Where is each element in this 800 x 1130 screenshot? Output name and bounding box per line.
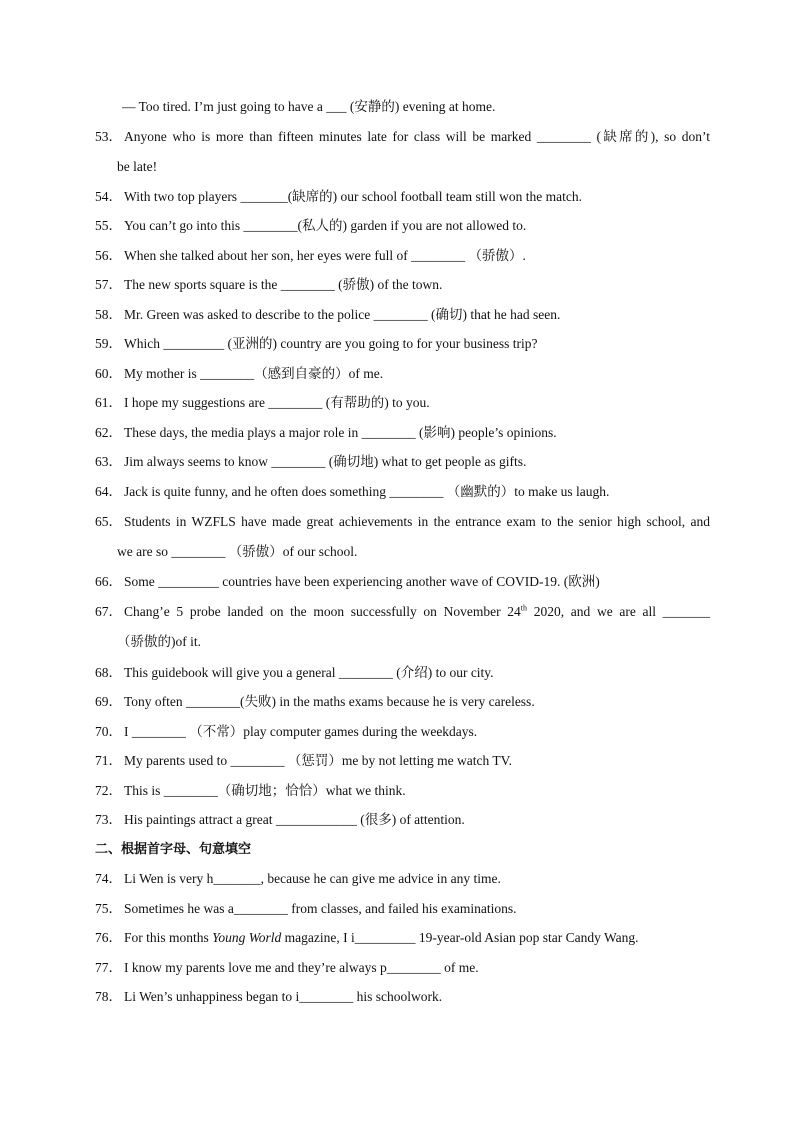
question-58 (95, 306, 710, 324)
question-text: Chang’e 5 probe landed on the moon successfully on November 24 (124, 604, 521, 619)
question-text: Sometimes he was a________ from classes, and failed his examinations. (124, 901, 517, 916)
question-65-cont (117, 543, 732, 561)
question-67 (95, 603, 710, 621)
question-number: 61． (95, 395, 122, 410)
question-63 (95, 453, 710, 471)
section-heading-text: 二、根据首字母、句意填空 (95, 842, 252, 857)
question-57 (95, 276, 710, 294)
question-76 (95, 929, 710, 947)
question-number: 59． (95, 336, 122, 351)
question-68 (95, 664, 710, 682)
question-72 (95, 782, 710, 800)
question-number: 75． (95, 901, 122, 916)
question-number: 74． (95, 871, 122, 886)
question-text: The new sports square is the ________ (骄傲) of the town. (124, 277, 443, 292)
question-text: I ________ （不常）play computer games during the weekdays. (124, 724, 478, 739)
question-text: You can’t go into this ________(私人的) garden if you are not allowed to. (124, 218, 527, 233)
dialogue-line (122, 98, 737, 116)
question-77 (95, 959, 710, 977)
question-53 (95, 128, 710, 146)
dialogue-text: — Too tired. I’m just going to have a ___ (安静的) evening at home. (122, 99, 496, 114)
question-number: 77． (95, 960, 122, 975)
question-67-cont (117, 633, 732, 651)
question-text-continued: （骄傲的)of it. (117, 634, 201, 649)
question-text: Li Wen is very h_______, because he can give me advice in any time. (124, 871, 501, 886)
question-65 (95, 513, 710, 531)
question-60 (95, 365, 710, 383)
question-text-end: magazine, I i_________ 19-year-old Asian pop star Candy Wang. (281, 930, 639, 945)
question-69 (95, 693, 710, 711)
question-number: 60． (95, 366, 122, 381)
question-number: 55． (95, 218, 122, 233)
ordinal-superscript: th (520, 603, 528, 613)
question-text: Mr. Green was asked to describe to the police ________ (确切) that he had seen. (124, 307, 561, 322)
question-number: 57． (95, 277, 122, 292)
question-number: 69． (95, 694, 122, 709)
question-text-end: 2020, and we are all _______ (527, 604, 710, 619)
question-62 (95, 424, 710, 442)
question-text: This is ________（确切地；恰恰）what we think. (124, 783, 406, 798)
question-text: This guidebook will give you a general ________ (介绍) to our city. (124, 665, 494, 680)
question-number: 64． (95, 484, 122, 499)
question-text-continued: be late! (117, 159, 158, 174)
question-text: Tony often ________(失败) in the maths exams because he is very careless. (124, 694, 535, 709)
question-text: Students in WZFLS have made great achievements in the entrance exam to the senior high school, and (124, 514, 710, 529)
question-text: I hope my suggestions are ________ (有帮助的) to you. (124, 395, 430, 410)
question-number: 56． (95, 248, 122, 263)
question-number: 72． (95, 783, 122, 798)
question-text: Which _________ (亚洲的) country are you going to for your business trip? (124, 336, 538, 351)
question-number: 76． (95, 930, 122, 945)
question-61 (95, 394, 710, 412)
question-text: Some _________ countries have been experiencing another wave of COVID-19. (欧洲) (124, 574, 600, 589)
question-text-continued: we are so ________ （骄傲）of our school. (117, 544, 358, 559)
question-number: 65． (95, 514, 122, 529)
question-56 (95, 247, 710, 265)
question-75 (95, 900, 710, 918)
magazine-title: Young World (212, 930, 282, 945)
question-number: 71． (95, 753, 122, 768)
question-54 (95, 188, 710, 206)
question-number: 63． (95, 454, 122, 469)
question-text: My parents used to ________ （惩罚）me by not letting me watch TV. (124, 753, 512, 768)
question-text: With two top players _______(缺席的) our school football team still won the match. (124, 189, 583, 204)
question-70 (95, 723, 710, 741)
question-text: Anyone who is more than fifteen minutes late for class will be marked ________ (缺席的), so don’t (124, 129, 710, 144)
question-text: For this months (124, 930, 213, 945)
question-number: 70． (95, 724, 122, 739)
question-55 (95, 217, 710, 235)
question-number: 54． (95, 189, 122, 204)
question-78 (95, 988, 710, 1006)
question-number: 73． (95, 812, 122, 827)
question-number: 68． (95, 665, 122, 680)
question-number: 66． (95, 574, 122, 589)
question-text: When she talked about her son, her eyes were full of ________ （骄傲）. (124, 248, 526, 263)
question-number: 78． (95, 989, 122, 1004)
question-text: I know my parents love me and they’re always p________ of me. (124, 960, 479, 975)
question-71 (95, 752, 710, 770)
question-66 (95, 573, 710, 591)
question-64 (95, 483, 710, 501)
question-number: 53． (95, 129, 122, 144)
question-text: Jack is quite funny, and he often does something ________ （幽默的）to make us laugh. (124, 484, 610, 499)
question-text: These days, the media plays a major role in ________ (影响) people’s opinions. (124, 425, 557, 440)
question-text: Li Wen’s unhappiness began to i________ his schoolwork. (124, 989, 443, 1004)
question-text: His paintings attract a great ____________ (很多) of attention. (124, 812, 465, 827)
question-number: 67． (95, 604, 122, 619)
section-heading (95, 841, 710, 859)
question-53-cont (117, 158, 732, 176)
question-number: 58． (95, 307, 122, 322)
question-text: My mother is ________（感到自豪的）of me. (124, 366, 384, 381)
question-59 (95, 335, 710, 353)
question-74 (95, 870, 710, 888)
question-73 (95, 811, 710, 829)
question-number: 62． (95, 425, 122, 440)
question-text: Jim always seems to know ________ (确切地) what to get people as gifts. (124, 454, 527, 469)
